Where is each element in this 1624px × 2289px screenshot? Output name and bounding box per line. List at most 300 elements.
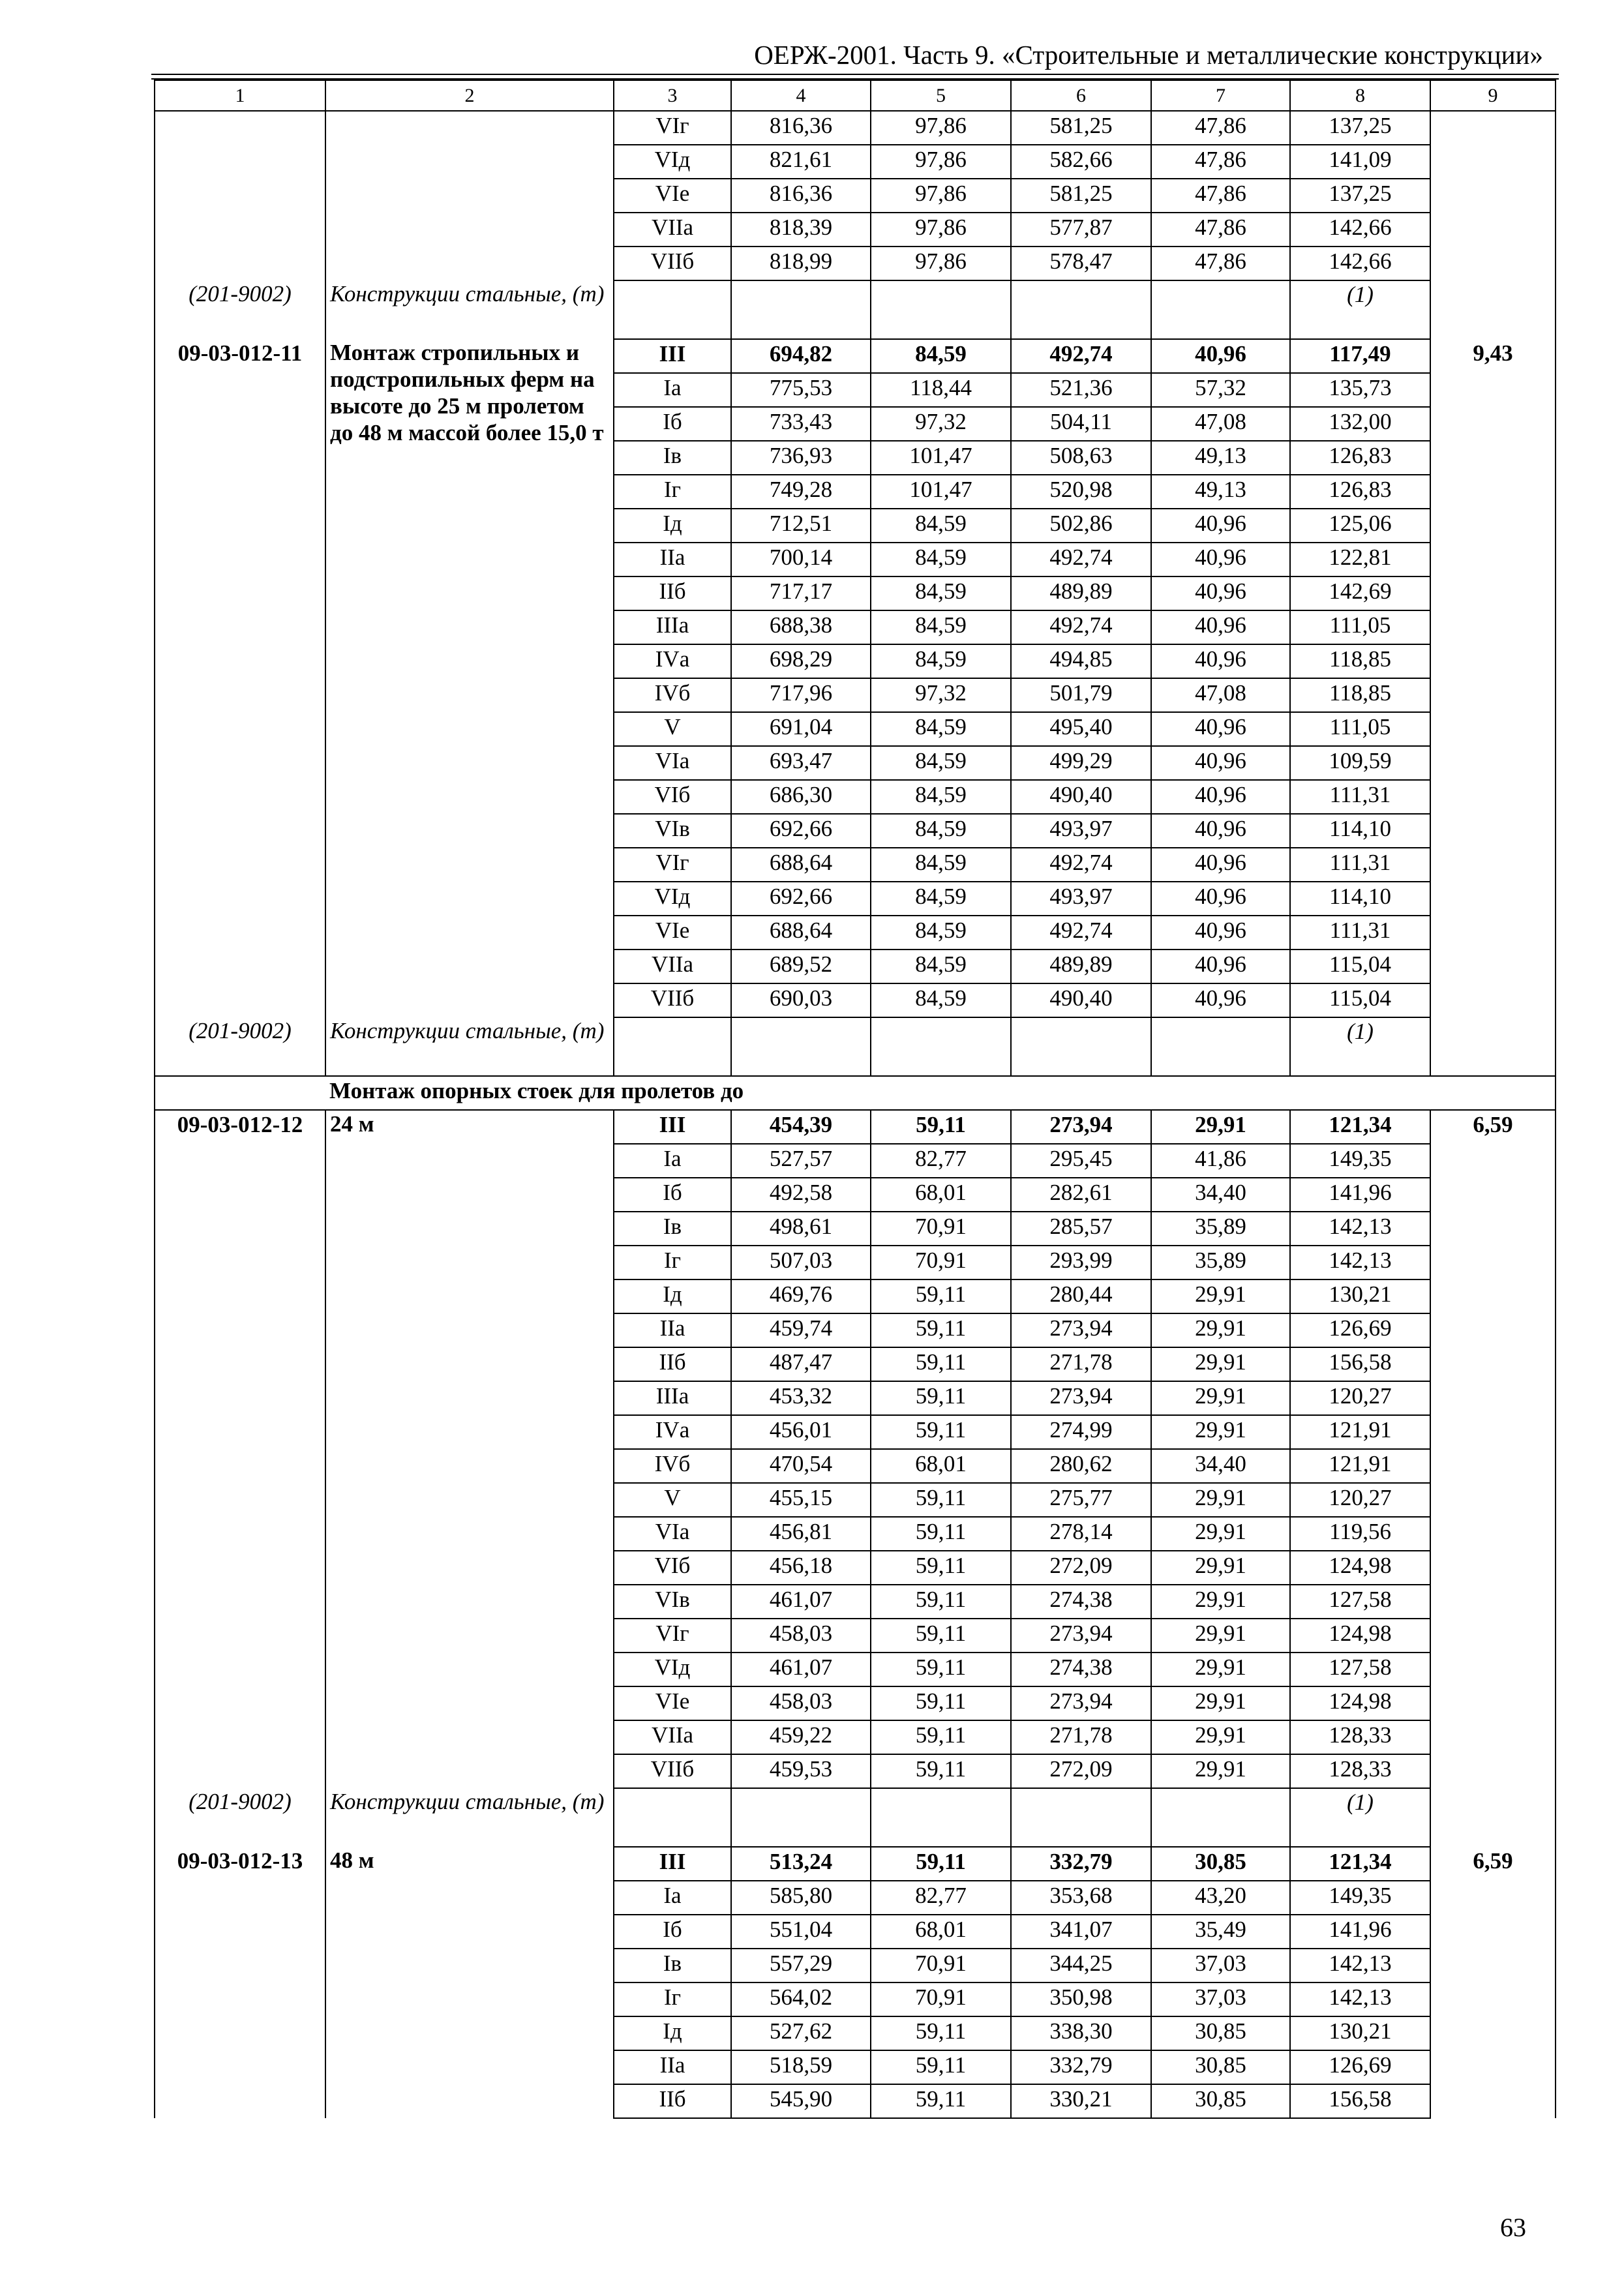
price-value: 29,91 [1151, 1619, 1290, 1653]
price-value: 688,64 [731, 848, 871, 882]
price-value: 59,11 [871, 1653, 1011, 1686]
price-value: 70,91 [871, 1246, 1011, 1279]
price-value: 295,45 [1011, 1144, 1151, 1178]
price-value: 35,89 [1151, 1246, 1290, 1279]
price-value: 117,49 [1290, 339, 1430, 373]
price-value: 119,56 [1290, 1517, 1430, 1551]
price-value: 142,69 [1290, 576, 1430, 610]
price-value: 274,38 [1011, 1653, 1151, 1686]
zone-code: III [614, 339, 731, 373]
price-value: 84,59 [871, 950, 1011, 983]
price-value: 35,49 [1151, 1915, 1290, 1949]
price-value: 57,32 [1151, 373, 1290, 407]
zone-code: Iд [614, 2016, 731, 2050]
price-value: 29,91 [1151, 1313, 1290, 1347]
price-value: 353,68 [1011, 1881, 1151, 1915]
price-value: 273,94 [1011, 1110, 1151, 1144]
price-value: 68,01 [871, 1449, 1011, 1483]
zone-code: III [614, 1847, 731, 1881]
price-value: 130,21 [1290, 2016, 1430, 2050]
labor-cost: 6,59 [1430, 1110, 1556, 1847]
price-value: 272,09 [1011, 1754, 1151, 1788]
price-value: 49,13 [1151, 441, 1290, 475]
material-row [155, 1788, 1556, 1847]
price-value: 453,32 [731, 1381, 871, 1415]
price-value: 492,74 [1011, 543, 1151, 576]
zone-code: VIб [614, 780, 731, 814]
material-name: Конструкции стальные, (т) [325, 280, 614, 339]
price-value: 456,18 [731, 1551, 871, 1585]
column-number: 7 [1151, 80, 1290, 111]
zone-code: VIе [614, 916, 731, 950]
price-value: 59,11 [871, 2084, 1011, 2118]
material-empty-cell [871, 1788, 1011, 1847]
zone-code: VIе [614, 1686, 731, 1720]
price-value: 29,91 [1151, 1415, 1290, 1449]
price-value: 29,91 [1151, 1720, 1290, 1754]
price-value: 821,61 [731, 145, 871, 179]
price-value: 527,57 [731, 1144, 871, 1178]
material-empty-cell [614, 280, 731, 339]
price-value: 34,40 [1151, 1449, 1290, 1483]
price-value: 59,11 [871, 1754, 1011, 1788]
price-value: 68,01 [871, 1915, 1011, 1949]
zone-code: IIб [614, 1347, 731, 1381]
section-code-cell [155, 1076, 325, 1110]
price-value: 68,01 [871, 1178, 1011, 1212]
price-value: 513,24 [731, 1847, 871, 1881]
price-value: 293,99 [1011, 1246, 1151, 1279]
price-value: 82,77 [871, 1144, 1011, 1178]
price-value: 37,03 [1151, 1949, 1290, 1982]
section-heading-row [155, 1076, 1556, 1110]
price-value: 285,57 [1011, 1212, 1151, 1246]
column-number: 8 [1290, 80, 1430, 111]
zone-code: VIв [614, 1585, 731, 1619]
zone-code: IIа [614, 1313, 731, 1347]
price-value: 271,78 [1011, 1347, 1151, 1381]
price-value: 493,97 [1011, 814, 1151, 848]
price-value: 127,58 [1290, 1653, 1430, 1686]
zone-code: III [614, 1110, 731, 1144]
price-value: 142,13 [1290, 1246, 1430, 1279]
price-value: 141,96 [1290, 1178, 1430, 1212]
price-value: 135,73 [1290, 373, 1430, 407]
column-number: 2 [325, 80, 614, 111]
price-value: 520,98 [1011, 475, 1151, 509]
rates-table-body [155, 80, 1556, 2118]
price-value: 273,94 [1011, 1686, 1151, 1720]
price-value: 142,66 [1290, 213, 1430, 247]
price-value: 274,38 [1011, 1585, 1151, 1619]
price-value: 527,62 [731, 2016, 871, 2050]
labor-cost: 6,59 [1430, 1847, 1556, 2118]
price-value: 717,17 [731, 576, 871, 610]
price-value: 111,31 [1290, 916, 1430, 950]
material-row [155, 280, 1556, 339]
price-value: 498,61 [731, 1212, 871, 1246]
price-value: 458,03 [731, 1686, 871, 1720]
price-value: 84,59 [871, 509, 1011, 543]
price-value: 115,04 [1290, 950, 1430, 983]
price-value: 126,69 [1290, 2050, 1430, 2084]
price-value: 29,91 [1151, 1754, 1290, 1788]
price-value: 40,96 [1151, 882, 1290, 916]
zone-code: VIIа [614, 950, 731, 983]
price-value: 775,53 [731, 373, 871, 407]
price-value: 59,11 [871, 1415, 1011, 1449]
price-value: 736,93 [731, 441, 871, 475]
price-value: 37,03 [1151, 1982, 1290, 2016]
price-value: 40,96 [1151, 543, 1290, 576]
price-value: 40,96 [1151, 712, 1290, 746]
price-value: 109,59 [1290, 746, 1430, 780]
price-value: 40,96 [1151, 746, 1290, 780]
material-code: (201-9002) [155, 280, 325, 339]
zone-code: IVа [614, 1415, 731, 1449]
price-value: 111,31 [1290, 780, 1430, 814]
zone-code: Iб [614, 1178, 731, 1212]
price-value: 84,59 [871, 882, 1011, 916]
price-value: 40,96 [1151, 644, 1290, 678]
price-value: 495,40 [1011, 712, 1151, 746]
price-value: 59,11 [871, 1847, 1011, 1881]
price-value: 142,13 [1290, 1949, 1430, 1982]
zone-code: VIIб [614, 1754, 731, 1788]
material-code: (201-9002) [155, 1788, 325, 1847]
page-number: 63 [1500, 2213, 1526, 2242]
price-value: 29,91 [1151, 1381, 1290, 1415]
price-value: 84,59 [871, 339, 1011, 373]
material-empty-cell [871, 1017, 1011, 1076]
price-value: 121,91 [1290, 1449, 1430, 1483]
zone-code: VIе [614, 179, 731, 213]
price-value: 456,01 [731, 1415, 871, 1449]
price-value: 461,07 [731, 1653, 871, 1686]
price-value: 341,07 [1011, 1915, 1151, 1949]
price-value: 97,32 [871, 678, 1011, 712]
zone-code: Iб [614, 1915, 731, 1949]
price-value: 30,85 [1151, 2016, 1290, 2050]
zone-code: IIб [614, 2084, 731, 2118]
price-value: 694,82 [731, 339, 871, 373]
price-value: 29,91 [1151, 1483, 1290, 1517]
price-value: 97,86 [871, 213, 1011, 247]
price-value: 40,96 [1151, 780, 1290, 814]
price-value: 126,83 [1290, 475, 1430, 509]
price-value: 59,11 [871, 1483, 1011, 1517]
price-value: 130,21 [1290, 1279, 1430, 1313]
price-value: 271,78 [1011, 1720, 1151, 1754]
price-value: 40,96 [1151, 339, 1290, 373]
zone-code: Iв [614, 1212, 731, 1246]
price-value: 40,96 [1151, 509, 1290, 543]
zone-code: V [614, 1483, 731, 1517]
price-value: 47,08 [1151, 407, 1290, 441]
price-value: 492,58 [731, 1178, 871, 1212]
price-value: 275,77 [1011, 1483, 1151, 1517]
price-value: 717,96 [731, 678, 871, 712]
price-value: 551,04 [731, 1915, 871, 1949]
price-value: 84,59 [871, 543, 1011, 576]
zone-code: IVб [614, 1449, 731, 1483]
price-value: 492,74 [1011, 339, 1151, 373]
price-value: 490,40 [1011, 983, 1151, 1017]
price-value: 59,11 [871, 2016, 1011, 2050]
section-heading: Монтаж опорных стоек для пролетов до [325, 1076, 1430, 1110]
price-value: 492,74 [1011, 916, 1151, 950]
material-empty-cell [614, 1017, 731, 1076]
price-value: 97,86 [871, 179, 1011, 213]
price-value: 124,98 [1290, 1551, 1430, 1585]
zone-code: VIа [614, 1517, 731, 1551]
zone-code: IIб [614, 576, 731, 610]
price-value: 499,29 [1011, 746, 1151, 780]
zone-code: VIIа [614, 1720, 731, 1754]
column-number: 1 [155, 80, 325, 111]
price-value: 686,30 [731, 780, 871, 814]
price-value: 282,61 [1011, 1178, 1151, 1212]
column-number: 4 [731, 80, 871, 111]
price-value: 581,25 [1011, 179, 1151, 213]
price-value: 97,86 [871, 111, 1011, 145]
price-value: 59,11 [871, 1619, 1011, 1653]
price-value: 489,89 [1011, 576, 1151, 610]
zone-code: VIд [614, 145, 731, 179]
price-value: 712,51 [731, 509, 871, 543]
material-code: (201-9002) [155, 1017, 325, 1076]
price-value: 689,52 [731, 950, 871, 983]
price-value: 692,66 [731, 814, 871, 848]
price-value: 156,58 [1290, 1347, 1430, 1381]
table-row [155, 1847, 1556, 1881]
table-row [155, 111, 1556, 145]
price-value: 818,39 [731, 213, 871, 247]
zone-code: Iд [614, 509, 731, 543]
work-description: 48 м [325, 1847, 614, 2118]
price-value: 518,59 [731, 2050, 871, 2084]
price-value: 688,64 [731, 916, 871, 950]
price-value: 111,05 [1290, 610, 1430, 644]
price-value: 59,11 [871, 2050, 1011, 2084]
header-rule [151, 74, 1559, 75]
price-value: 691,04 [731, 712, 871, 746]
price-value: 29,91 [1151, 1279, 1290, 1313]
price-value: 84,59 [871, 983, 1011, 1017]
price-value: 41,86 [1151, 1144, 1290, 1178]
table-row [155, 339, 1556, 373]
price-value: 454,39 [731, 1110, 871, 1144]
price-value: 459,74 [731, 1313, 871, 1347]
zone-code: Iв [614, 441, 731, 475]
price-value: 494,85 [1011, 644, 1151, 678]
price-value: 59,11 [871, 1585, 1011, 1619]
price-value: 29,91 [1151, 1110, 1290, 1144]
price-value: 521,36 [1011, 373, 1151, 407]
price-value: 585,80 [731, 1881, 871, 1915]
price-value: 111,05 [1290, 712, 1430, 746]
zone-code: VIд [614, 1653, 731, 1686]
zone-code: Iа [614, 1144, 731, 1178]
price-value: 344,25 [1011, 1949, 1151, 1982]
price-value: 59,11 [871, 1517, 1011, 1551]
zone-code: Iд [614, 1279, 731, 1313]
price-value: 59,11 [871, 1686, 1011, 1720]
price-value: 84,59 [871, 712, 1011, 746]
price-value: 59,11 [871, 1313, 1011, 1347]
price-value: 84,59 [871, 780, 1011, 814]
price-value: 29,91 [1151, 1653, 1290, 1686]
price-value: 149,35 [1290, 1881, 1430, 1915]
price-value: 141,96 [1290, 1915, 1430, 1949]
zone-code: Iв [614, 1949, 731, 1982]
zone-code: IIIа [614, 1381, 731, 1415]
price-value: 487,47 [731, 1347, 871, 1381]
price-value: 137,25 [1290, 111, 1430, 145]
price-value: 507,03 [731, 1246, 871, 1279]
price-value: 40,96 [1151, 950, 1290, 983]
price-value: 84,59 [871, 916, 1011, 950]
price-value: 469,76 [731, 1279, 871, 1313]
work-description [325, 111, 614, 280]
price-value: 577,87 [1011, 213, 1151, 247]
column-number-row [155, 80, 1556, 111]
price-value: 459,53 [731, 1754, 871, 1788]
price-value: 142,13 [1290, 1212, 1430, 1246]
price-value: 272,09 [1011, 1551, 1151, 1585]
price-value: 698,29 [731, 644, 871, 678]
price-value: 97,32 [871, 407, 1011, 441]
price-value: 332,79 [1011, 1847, 1151, 1881]
zone-code: Iа [614, 373, 731, 407]
price-value: 120,27 [1290, 1381, 1430, 1415]
price-value: 582,66 [1011, 145, 1151, 179]
material-empty-cell [1151, 1788, 1290, 1847]
price-value: 34,40 [1151, 1178, 1290, 1212]
material-empty-cell [614, 1788, 731, 1847]
price-value: 692,66 [731, 882, 871, 916]
price-value: 43,20 [1151, 1881, 1290, 1915]
price-value: 84,59 [871, 814, 1011, 848]
zone-code: VIг [614, 848, 731, 882]
work-description: 24 м [325, 1110, 614, 1788]
price-value: 330,21 [1011, 2084, 1151, 2118]
material-quantity: (1) [1290, 1788, 1430, 1847]
price-value: 118,85 [1290, 678, 1430, 712]
zone-code: IIа [614, 543, 731, 576]
price-value: 501,79 [1011, 678, 1151, 712]
price-value: 492,74 [1011, 848, 1151, 882]
price-value: 40,96 [1151, 983, 1290, 1017]
price-value: 128,33 [1290, 1720, 1430, 1754]
price-value: 578,47 [1011, 247, 1151, 280]
price-value: 29,91 [1151, 1551, 1290, 1585]
price-value: 350,98 [1011, 1982, 1151, 2016]
price-value: 82,77 [871, 1881, 1011, 1915]
price-value: 47,08 [1151, 678, 1290, 712]
price-value: 59,11 [871, 1110, 1011, 1144]
price-value: 455,15 [731, 1483, 871, 1517]
price-value: 504,11 [1011, 407, 1151, 441]
price-value: 111,31 [1290, 848, 1430, 882]
price-value: 280,44 [1011, 1279, 1151, 1313]
price-value: 456,81 [731, 1517, 871, 1551]
price-value: 40,96 [1151, 916, 1290, 950]
material-empty-cell [731, 1017, 871, 1076]
price-value: 458,03 [731, 1619, 871, 1653]
price-value: 124,98 [1290, 1619, 1430, 1653]
column-number: 5 [871, 80, 1011, 111]
price-value: 118,85 [1290, 644, 1430, 678]
price-value: 47,86 [1151, 213, 1290, 247]
zone-code: VIIб [614, 247, 731, 280]
price-value: 693,47 [731, 746, 871, 780]
price-value: 690,03 [731, 983, 871, 1017]
price-value: 274,99 [1011, 1415, 1151, 1449]
price-value: 59,11 [871, 1347, 1011, 1381]
price-value: 30,85 [1151, 2050, 1290, 2084]
rate-code: 09-03-012-12 [155, 1110, 325, 1788]
price-value: 70,91 [871, 1212, 1011, 1246]
price-value: 121,34 [1290, 1847, 1430, 1881]
price-value: 40,96 [1151, 848, 1290, 882]
price-value: 459,22 [731, 1720, 871, 1754]
price-value: 101,47 [871, 441, 1011, 475]
material-empty-cell [731, 1788, 871, 1847]
price-value: 564,02 [731, 1982, 871, 2016]
material-row [155, 1017, 1556, 1076]
price-value: 30,85 [1151, 1847, 1290, 1881]
price-value: 502,86 [1011, 509, 1151, 543]
price-value: 493,97 [1011, 882, 1151, 916]
column-number: 3 [614, 80, 731, 111]
price-value: 29,91 [1151, 1585, 1290, 1619]
price-value: 141,09 [1290, 145, 1430, 179]
material-empty-cell [1151, 280, 1290, 339]
price-value: 97,86 [871, 145, 1011, 179]
zone-code: VIIб [614, 983, 731, 1017]
column-number: 9 [1430, 80, 1556, 111]
page-header-title: ОЕРЖ-2001. Часть 9. «Строительные и металлические конструкции» [754, 40, 1543, 70]
price-value: 47,86 [1151, 111, 1290, 145]
zone-code: Iг [614, 475, 731, 509]
rate-code [155, 111, 325, 280]
price-value: 273,94 [1011, 1619, 1151, 1653]
price-value: 101,47 [871, 475, 1011, 509]
price-value: 557,29 [731, 1949, 871, 1982]
price-value: 40,96 [1151, 576, 1290, 610]
price-value: 59,11 [871, 1381, 1011, 1415]
price-value: 816,36 [731, 179, 871, 213]
column-number: 6 [1011, 80, 1151, 111]
price-value: 29,91 [1151, 1686, 1290, 1720]
zone-code: IIа [614, 2050, 731, 2084]
price-value: 126,83 [1290, 441, 1430, 475]
zone-code: IIIа [614, 610, 731, 644]
price-value: 142,13 [1290, 1982, 1430, 2016]
price-value: 47,86 [1151, 179, 1290, 213]
price-value: 126,69 [1290, 1313, 1430, 1347]
price-value: 114,10 [1290, 882, 1430, 916]
material-quantity: (1) [1290, 280, 1430, 339]
price-value: 84,59 [871, 644, 1011, 678]
material-empty-cell [1011, 1788, 1151, 1847]
price-value: 124,98 [1290, 1686, 1430, 1720]
price-value: 49,13 [1151, 475, 1290, 509]
price-value: 508,63 [1011, 441, 1151, 475]
price-value: 70,91 [871, 1982, 1011, 2016]
price-value: 114,10 [1290, 814, 1430, 848]
